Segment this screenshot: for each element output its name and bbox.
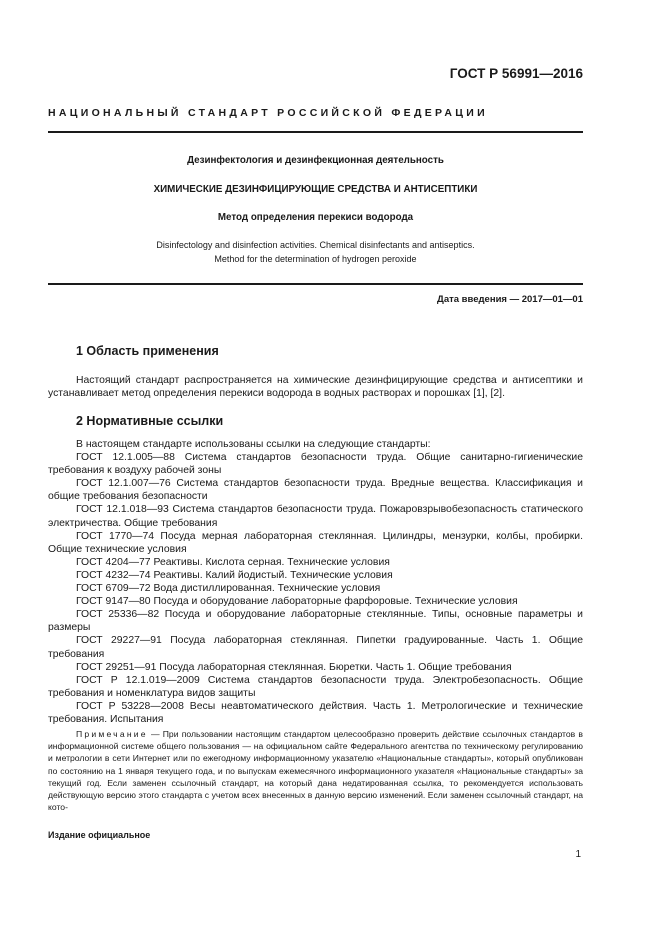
reference-item: ГОСТ 29251—91 Посуда лабораторная стеклянная. Бюретки. Часть 1. Общие требования xyxy=(76,661,512,673)
scope-paragraph: Настоящий стандарт распространяется на химические дезинфицирующие средства и антисептики и устанавливает метод определения перекиси водорода в водных растворах и порошках [1], [2]. xyxy=(48,375,583,400)
title-field: Дезинфектология и дезинфекционная деятельность xyxy=(187,155,444,166)
reference-item: ГОСТ 29227—91 Посуда лабораторная стеклянная. Пипетки градуированные. Часть 1. Общие требования xyxy=(48,635,583,660)
section-2-heading: 2 Нормативные ссылки xyxy=(76,414,224,428)
reference-item: ГОСТ 12.1.018—93 Система стандартов безопасности труда. Пожаровзрывобезопасность статического электричества. Общие требования xyxy=(48,504,583,529)
reference-item: ГОСТ Р 12.1.019—2009 Система стандартов безопасности труда. Электробезопасность. Общие требования и номенклатура видов защиты xyxy=(48,674,583,699)
note-block xyxy=(48,728,583,813)
official-edition-label: Издание официальное xyxy=(48,830,151,840)
header-divider xyxy=(48,131,583,133)
title-english-line1: Disinfectology and disinfection activities. Chemical disinfectants and antiseptics. xyxy=(156,240,475,250)
reference-item: ГОСТ 25336—82 Посуда и оборудование лабораторные стеклянные. Типы, основные параметры и размеры xyxy=(48,609,583,634)
reference-item: ГОСТ 6709—72 Вода дистиллированная. Технические условия xyxy=(76,583,381,595)
reference-item: ГОСТ 12.1.007—76 Система стандартов безопасности труда. Вредные вещества. Классификация и общие требования безопасности xyxy=(48,478,583,503)
reference-item: ГОСТ 1770—74 Посуда мерная лабораторная стеклянная. Цилиндры, мензурки, колбы, пробирки. Общие технические условия xyxy=(48,530,583,555)
date-of-introduction: Дата введения — 2017—01—01 xyxy=(437,294,583,305)
reference-item: ГОСТ 9147—80 Посуда и оборудование лабораторные фарфоровые. Технические условия xyxy=(76,596,518,608)
document-number: ГОСТ Р 56991—2016 xyxy=(449,66,583,81)
references-list xyxy=(48,438,583,726)
title-divider xyxy=(48,283,583,285)
section-1-heading: 1 Область применения xyxy=(76,344,219,358)
reference-item: ГОСТ 4204—77 Реактивы. Кислота серная. Технические условия xyxy=(76,556,390,568)
reference-item: ГОСТ 4232—74 Реактивы. Калий йодистый. Технические условия xyxy=(76,569,393,581)
title-main: ХИМИЧЕСКИЕ ДЕЗИНФИЦИРУЮЩИЕ СРЕДСТВА И АНТИСЕПТИКИ xyxy=(153,184,478,195)
title-english-line2: Method for the determination of hydrogen peroxide xyxy=(214,254,417,264)
page-number: 1 xyxy=(575,849,581,860)
references-intro: В настоящем стандарте использованы ссылки на следующие стандарты: xyxy=(76,439,431,450)
title-method: Метод определения перекиси водорода xyxy=(217,212,414,223)
reference-item: ГОСТ Р 53228—2008 Весы неавтоматического действия. Часть 1. Метрологические и технические требования. Испытания xyxy=(48,700,583,725)
note-text: — При пользовании настоящим стандартом целесообразно проверить действие ссылочных стандартов в информационной системе общего пользования — на официальном сайте Федерального агентства по техническому регулированию и метрологии в сети Интернет или по ежегодному информационному указателю «Национальные стандарты», который опубликован по состоянию на 1 января текущего года, и по выпускам ежемесячного информационного указателя «Национальные стандарты» за текущий год. Если заменен ссылочный стандарт, на который дана недатированная ссылка, то рекомендуется использовать действующую версию этого стандарта с учетом всех внесенных в данную версию изменений. Если заменен ссылочный стандарт, на кото- xyxy=(48,729,583,813)
note-label: Примечание xyxy=(76,729,148,739)
national-standard-banner: НАЦИОНАЛЬНЫЙ СТАНДАРТ РОССИЙСКОЙ ФЕДЕРАЦИИ xyxy=(48,107,488,119)
reference-item: ГОСТ 12.1.005—88 Система стандартов безопасности труда. Общие санитарно-гигиенические требования к воздуху рабочей зоны xyxy=(48,452,583,477)
section-1-text xyxy=(48,374,583,400)
